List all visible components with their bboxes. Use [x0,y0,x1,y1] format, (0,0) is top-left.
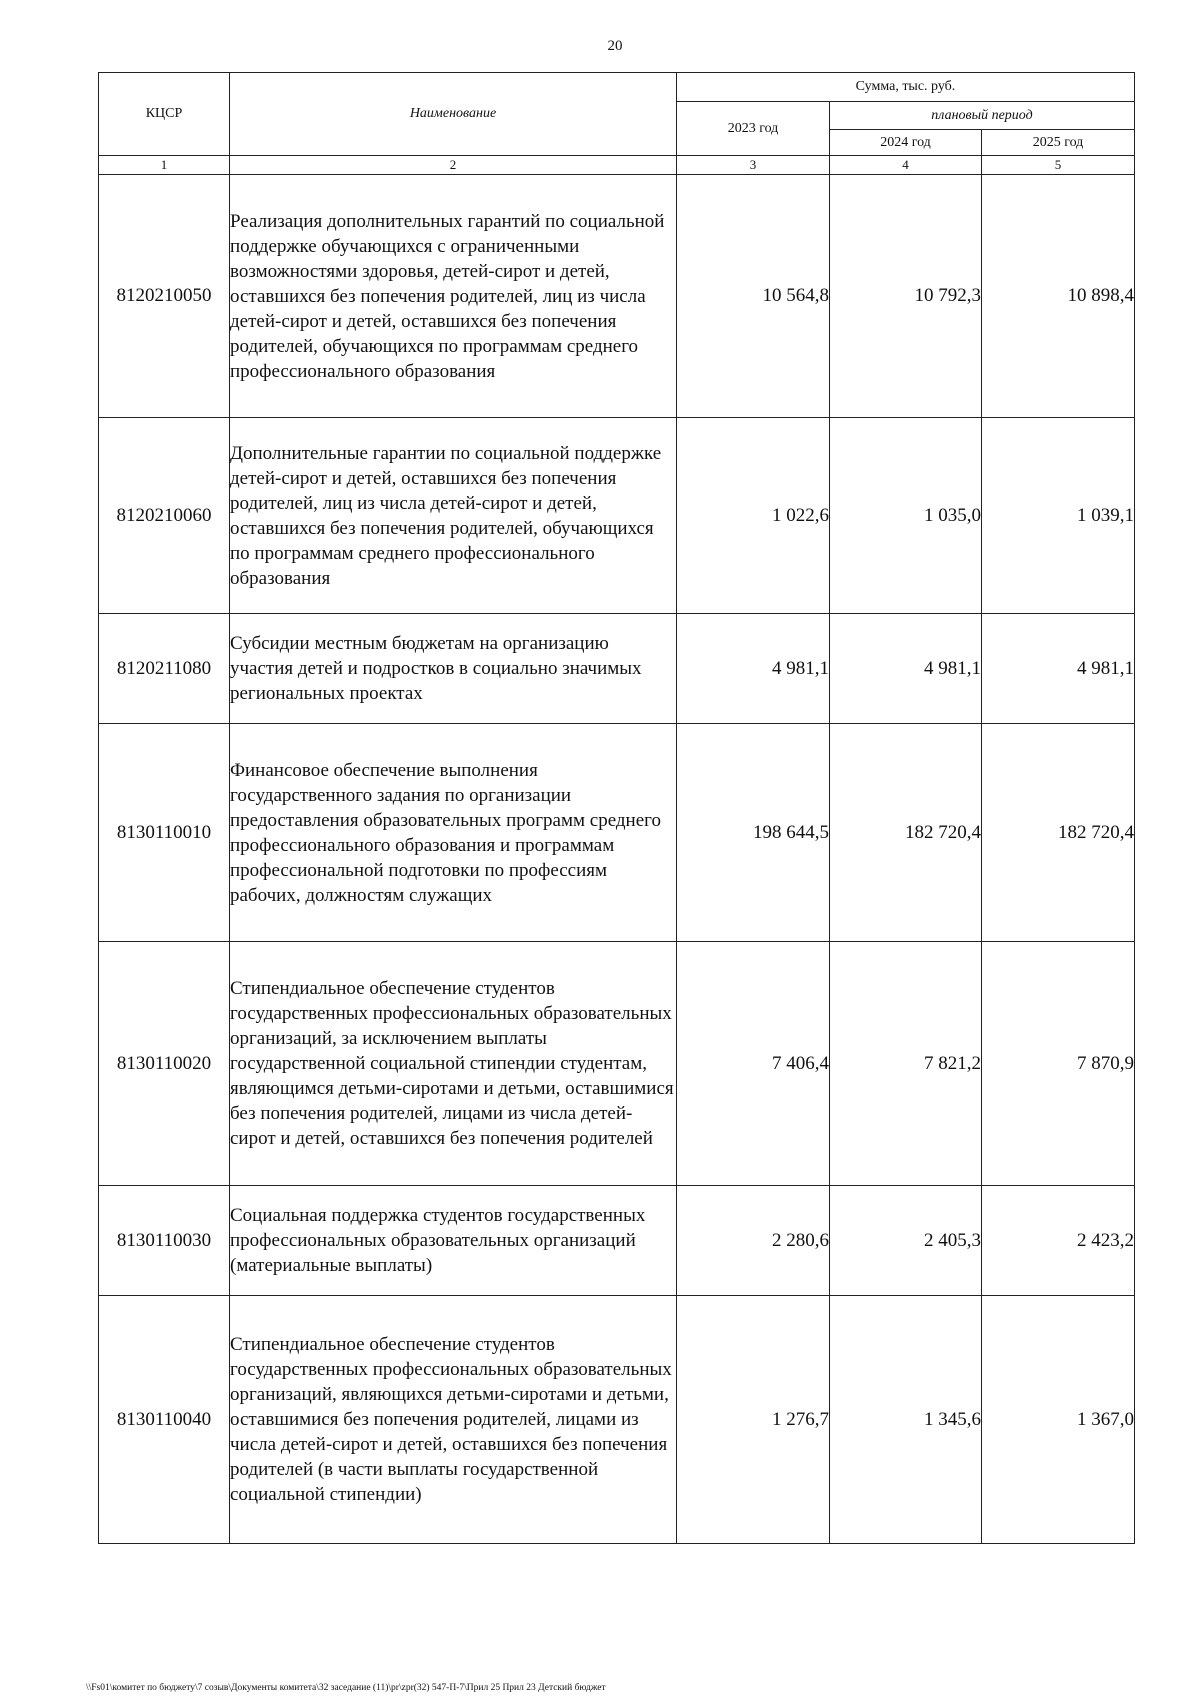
column-number: 2 [230,156,677,175]
row-value-2023: 4 981,1 [677,614,830,724]
table-row [99,1296,1135,1544]
header-sum: Сумма, тыс. руб. [677,73,1135,102]
row-value-2024: 2 405,3 [830,1186,982,1296]
table-row [99,175,1135,418]
footer-file-path: \\Fs01\комитет по бюджету\7 созыв\Документы комитета\32 заседание (11)\pr\zpr(32) 547-П-7\Прил 25 Прил 23 Детский бюджет [86,1683,606,1693]
header-name: Наименование [230,73,677,156]
column-number-row [99,156,1135,175]
column-number: 4 [830,156,982,175]
row-value-2024: 10 792,3 [830,175,982,418]
budget-table [98,72,1135,1544]
table-row [99,614,1135,724]
row-name: Социальная поддержка студентов государственных профессиональных образовательных организаций (материальные выплаты) [230,1186,677,1296]
row-value-2025: 7 870,9 [982,942,1135,1186]
table-row [99,418,1135,614]
row-value-2024: 7 821,2 [830,942,982,1186]
column-number: 1 [99,156,230,175]
header-year-2025: 2025 год [982,130,1135,156]
row-code: 8120210050 [99,175,230,418]
row-name: Реализация дополнительных гарантий по социальной поддержке обучающихся с ограниченными возможностями здоровья, детей-сирот и детей, оставшихся без попечения родителей, лиц из числа детей-сирот и детей, оставшихся без попечения родителей, обучающихся по программам среднего профессионального образования [230,175,677,418]
row-name: Стипендиальное обеспечение студентов государственных профессиональных образовательных организаций, являющихся детьми-сиротами и детьми, оставшимися без попечения родителей, лицами из числа детей-сирот и детей, оставшихся без попечения родителей (в части выплаты государственной социальной стипендии) [230,1296,677,1544]
row-value-2023: 2 280,6 [677,1186,830,1296]
table-row [99,1186,1135,1296]
row-value-2025: 1 039,1 [982,418,1135,614]
column-number: 3 [677,156,830,175]
header-year-2023: 2023 год [677,102,830,156]
column-number: 5 [982,156,1135,175]
row-name: Финансовое обеспечение выполнения государственного задания по организации предоставления образовательных программ среднего профессионального образования и программам профессиональной подготовки по профессиям рабочих, должностям служащих [230,724,677,942]
row-value-2023: 1 276,7 [677,1296,830,1544]
header-year-2024: 2024 год [830,130,982,156]
row-name: Дополнительные гарантии по социальной поддержке детей-сирот и детей, оставшихся без попечения родителей, лиц из числа детей-сирот и детей, оставшихся без попечения родителей, обучающихся по программам среднего профессионального образования [230,418,677,614]
row-value-2023: 1 022,6 [677,418,830,614]
table-row [99,942,1135,1186]
row-value-2024: 182 720,4 [830,724,982,942]
header-code: КЦСР [99,73,230,156]
page-number: 20 [607,38,623,54]
row-value-2025: 10 898,4 [982,175,1135,418]
row-code: 8120211080 [99,614,230,724]
row-value-2023: 198 644,5 [677,724,830,942]
row-name: Стипендиальное обеспечение студентов государственных профессиональных образовательных организаций, за исключением выплаты государственной социальной стипендии студентам, являющимся детьми-сиротами и детьми, оставшимися без попечения родителей, лицами из числа детей-сирот и детей, оставшихся без попечения родителей [230,942,677,1186]
row-value-2024: 1 345,6 [830,1296,982,1544]
row-value-2023: 10 564,8 [677,175,830,418]
row-value-2024: 4 981,1 [830,614,982,724]
table-row [99,724,1135,942]
row-code: 8130110010 [99,724,230,942]
row-value-2025: 4 981,1 [982,614,1135,724]
row-value-2025: 2 423,2 [982,1186,1135,1296]
header-plan-period: плановый период [830,102,1135,130]
row-value-2024: 1 035,0 [830,418,982,614]
row-code: 8130110040 [99,1296,230,1544]
row-value-2023: 7 406,4 [677,942,830,1186]
row-value-2025: 182 720,4 [982,724,1135,942]
row-code: 8130110030 [99,1186,230,1296]
row-value-2025: 1 367,0 [982,1296,1135,1544]
row-code: 8120210060 [99,418,230,614]
row-code: 8130110020 [99,942,230,1186]
row-name: Субсидии местным бюджетам на организацию участия детей и подростков в социально значимых региональных проектах [230,614,677,724]
